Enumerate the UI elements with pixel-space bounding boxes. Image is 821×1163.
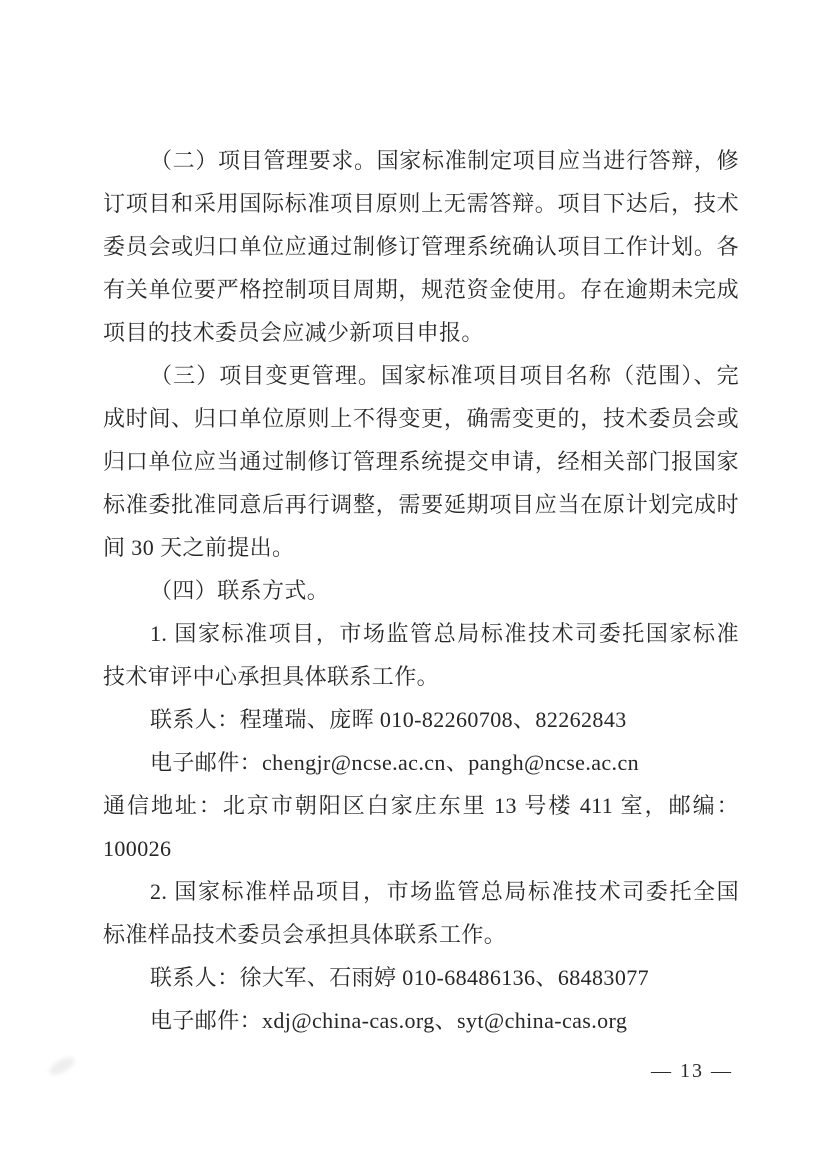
document-line: 2. 国家标准样品项目，市场监管总局标准技术司委托全国 — [150, 879, 739, 904]
page-number: — 13 — — [651, 1060, 733, 1082]
document-line: 标准委批准同意后再行调整，需要延期项目应当在原计划完成时 — [103, 492, 739, 517]
document-line: （四）联系方式。 — [150, 578, 330, 603]
document-line: 有关单位要严格控制项目周期，规范资金使用。存在逾期未完成 — [103, 277, 739, 302]
document-line: （二）项目管理要求。国家标准制定项目应当进行答辩，修 — [150, 148, 739, 173]
document-line: 项目的技术委员会应减少新项目申报。 — [103, 320, 484, 345]
document-line: 1. 国家标准项目，市场监管总局标准技术司委托国家标准 — [150, 621, 739, 646]
document-line: 标准样品技术委员会承担具体联系工作。 — [103, 922, 507, 947]
scan-smudge-artifact — [47, 1054, 77, 1078]
document-line: 联系人：程瑾瑞、庞晖 010-82260708、82262843 — [150, 707, 627, 732]
document-line: 100026 — [103, 836, 172, 861]
document-line: 委员会或归口单位应通过制修订管理系统确认项目工作计划。各 — [103, 234, 739, 259]
document-line: 间 30 天之前提出。 — [103, 535, 295, 560]
document-line: 电子邮件：chengjr@ncse.ac.cn、pangh@ncse.ac.cn — [150, 750, 640, 775]
document-line: 电子邮件：xdj@china-cas.org、syt@china-cas.org — [150, 1008, 628, 1033]
document-line: 通信地址：北京市朝阳区白家庄东里 13 号楼 411 室，邮编： — [103, 793, 739, 818]
document-line: 联系人：徐大军、石雨婷 010-68486136、68483077 — [150, 965, 650, 990]
document-line: 技术审评中心承担具体联系工作。 — [103, 664, 440, 689]
document-line: （三）项目变更管理。国家标准项目项目名称（范围）、完 — [150, 363, 739, 388]
document-body — [103, 139, 739, 1042]
document-line: 成时间、归口单位原则上不得变更，确需变更的，技术委员会或 — [103, 406, 739, 431]
document-line: 归口单位应当通过制修订管理系统提交申请，经相关部门报国家 — [103, 449, 739, 474]
document-line: 订项目和采用国际标准项目原则上无需答辩。项目下达后，技术 — [103, 191, 739, 216]
